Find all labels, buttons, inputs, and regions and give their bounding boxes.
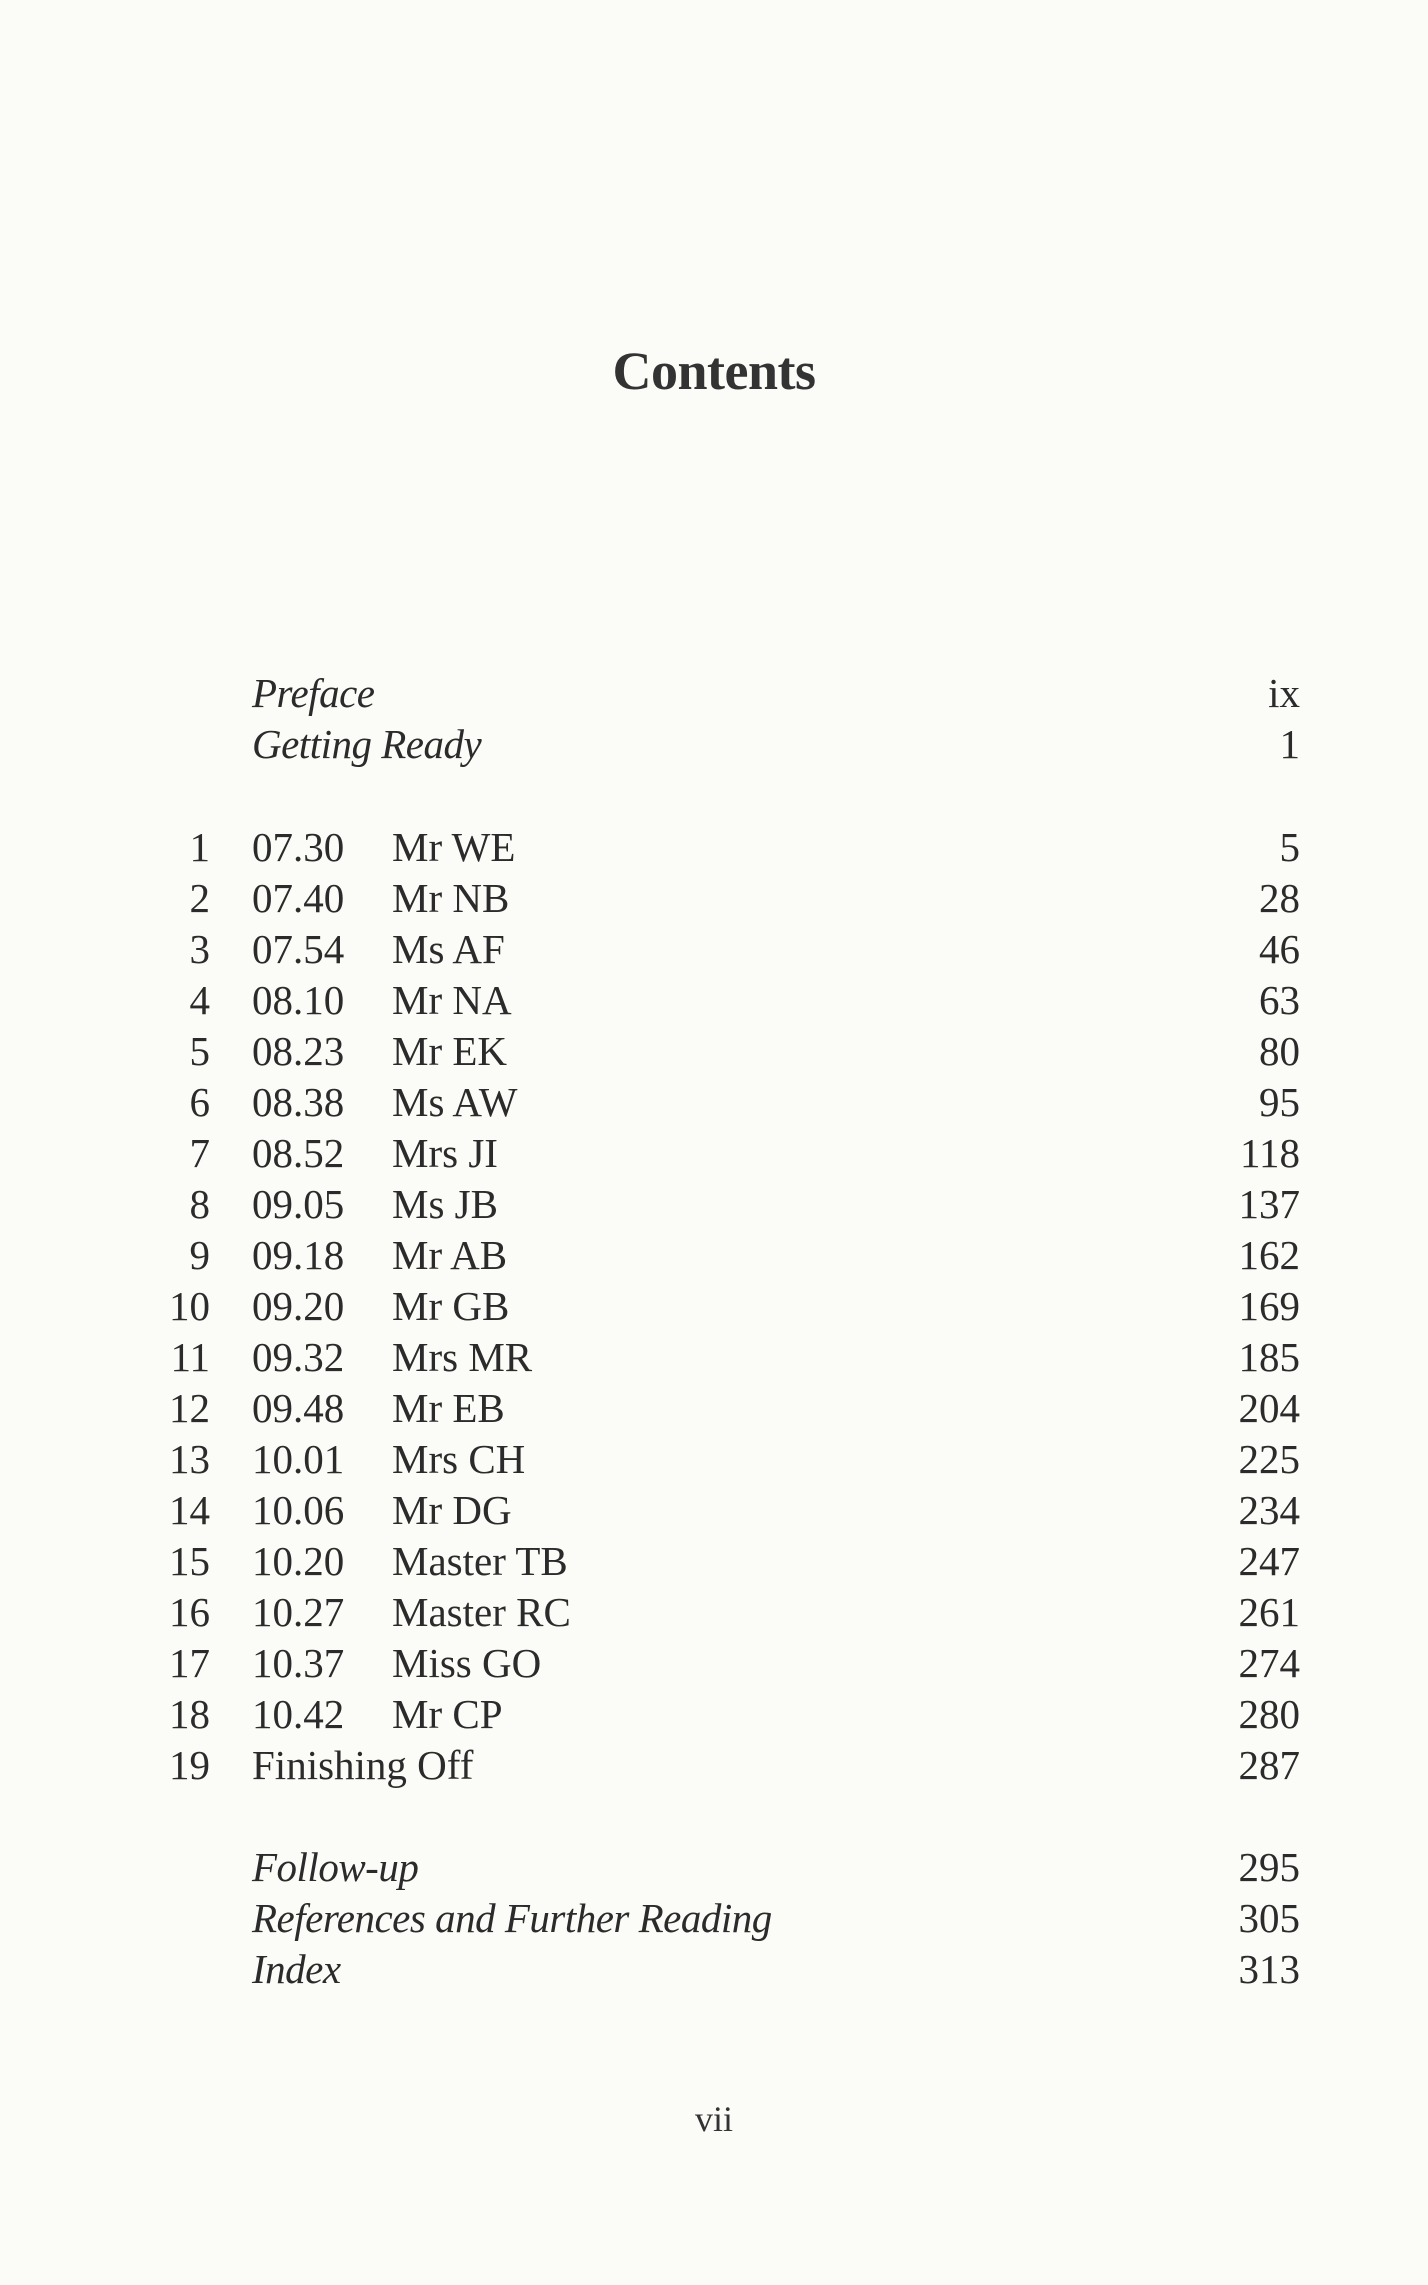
chapter-number: 10 (169, 1283, 210, 1329)
toc-chapter-row (0, 1587, 1428, 1638)
chapter-time: 10.20 (252, 1538, 345, 1584)
toc-chapter-row (0, 924, 1428, 975)
toc-entry-page: 28 (1259, 875, 1300, 921)
chapter-time: 08.52 (252, 1130, 345, 1176)
chapter-name: Mrs JI (392, 1130, 498, 1176)
toc-chapter-row (0, 1077, 1428, 1128)
toc-entry-page: 80 (1259, 1028, 1300, 1074)
chapter-number: 7 (189, 1130, 210, 1176)
toc-entry-title: Follow-up (252, 1844, 419, 1890)
chapter-name: Mrs CH (392, 1436, 526, 1482)
toc-entry-index (0, 1944, 1428, 1995)
toc-entry-page: 5 (1279, 824, 1300, 870)
toc-chapter-row (0, 1179, 1428, 1230)
toc-entry-page: 305 (1238, 1895, 1300, 1941)
chapter-time: 09.05 (252, 1181, 345, 1227)
chapter-name: Miss GO (392, 1640, 542, 1686)
chapter-time: 10.42 (252, 1691, 345, 1737)
chapter-number: 2 (189, 875, 210, 921)
chapter-number: 5 (189, 1028, 210, 1074)
toc-entry-title: Preface (252, 670, 375, 716)
toc-chapter-row (0, 1230, 1428, 1281)
chapter-name: Ms AW (392, 1079, 518, 1125)
toc-entry-page: 162 (1238, 1232, 1300, 1278)
toc-entry-page: 313 (1238, 1946, 1300, 1992)
toc-chapter-row (0, 1434, 1428, 1485)
chapter-time: 09.20 (252, 1283, 345, 1329)
chapter-number: 15 (169, 1538, 210, 1584)
toc-chapter-row (0, 1128, 1428, 1179)
chapter-name: Ms JB (392, 1181, 498, 1227)
toc-entry-preface (0, 668, 1428, 719)
chapter-name: Mrs MR (392, 1334, 533, 1380)
toc-chapter-row (0, 1689, 1428, 1740)
toc-chapter-row (0, 1332, 1428, 1383)
chapter-number: 3 (189, 926, 210, 972)
chapter-time: 07.54 (252, 926, 345, 972)
chapter-time: 07.40 (252, 875, 345, 921)
page-title: Contents (612, 341, 816, 401)
chapter-time: 08.10 (252, 977, 345, 1023)
chapter-number: 17 (169, 1640, 210, 1686)
toc-chapter-row-finishing-off (0, 1740, 1428, 1791)
toc-chapter-row (0, 1485, 1428, 1536)
toc-entry-page: 295 (1238, 1844, 1300, 1890)
chapter-name: Master RC (392, 1589, 571, 1635)
chapter-time: 09.32 (252, 1334, 345, 1380)
toc-chapter-row (0, 1026, 1428, 1077)
toc-entry-page: 225 (1238, 1436, 1300, 1482)
chapter-name: Mr DG (392, 1487, 512, 1533)
chapter-number: 19 (169, 1742, 210, 1788)
toc-chapter-row (0, 1536, 1428, 1587)
toc-entry-page: ix (1268, 670, 1300, 716)
chapter-time: 10.27 (252, 1589, 345, 1635)
chapter-number: 4 (189, 977, 210, 1023)
toc-chapter-row (0, 873, 1428, 924)
chapter-name: Mr CP (392, 1691, 503, 1737)
toc-chapter-row (0, 1281, 1428, 1332)
toc-chapter-row (0, 975, 1428, 1026)
toc-entry-follow-up (0, 1842, 1428, 1893)
toc-chapter-row (0, 1383, 1428, 1434)
chapter-time: 08.23 (252, 1028, 345, 1074)
toc-entry-page: 287 (1238, 1742, 1300, 1788)
chapter-name: Mr EB (392, 1385, 505, 1431)
toc-chapter-row (0, 822, 1428, 873)
chapter-time: 09.18 (252, 1232, 345, 1278)
toc-entry-page: 274 (1238, 1640, 1300, 1686)
page-number: vii (694, 2099, 733, 2139)
chapter-time: 10.01 (252, 1436, 345, 1482)
toc-entry-page: 169 (1238, 1283, 1300, 1329)
toc-entry-page: 204 (1238, 1385, 1300, 1431)
chapter-title: Finishing Off (252, 1742, 474, 1788)
toc-entry-references (0, 1893, 1428, 1944)
toc-entry-page: 46 (1259, 926, 1300, 972)
chapter-number: 1 (189, 824, 210, 870)
toc-chapter-row (0, 1638, 1428, 1689)
chapter-number: 6 (189, 1079, 210, 1125)
toc-entry-page: 95 (1259, 1079, 1300, 1125)
chapter-number: 14 (169, 1487, 210, 1533)
toc-entry-getting-ready (0, 719, 1428, 770)
chapter-name: Mr GB (392, 1283, 510, 1329)
chapter-name: Mr WE (392, 824, 516, 870)
toc-entry-page: 137 (1238, 1181, 1300, 1227)
chapter-name: Ms AF (392, 926, 505, 972)
chapter-number: 18 (169, 1691, 210, 1737)
toc-entry-title: Getting Ready (252, 721, 482, 767)
chapter-name: Mr NB (392, 875, 510, 921)
chapter-time: 07.30 (252, 824, 345, 870)
chapter-number: 9 (189, 1232, 210, 1278)
toc-entry-page: 185 (1238, 1334, 1300, 1380)
toc-entry-page: 1 (1279, 721, 1300, 767)
chapter-name: Mr NA (392, 977, 512, 1023)
toc-entry-page: 234 (1238, 1487, 1300, 1533)
chapter-name: Master TB (392, 1538, 568, 1584)
chapter-time: 10.06 (252, 1487, 345, 1533)
toc-entry-page: 118 (1240, 1130, 1300, 1176)
toc-entry-page: 261 (1238, 1589, 1300, 1635)
chapter-time: 09.48 (252, 1385, 345, 1431)
chapter-number: 11 (170, 1334, 210, 1380)
chapter-name: Mr EK (392, 1028, 508, 1074)
chapter-number: 13 (169, 1436, 210, 1482)
toc-entry-page: 247 (1238, 1538, 1300, 1584)
chapter-time: 08.38 (252, 1079, 345, 1125)
chapter-name: Mr AB (392, 1232, 508, 1278)
chapter-time: 10.37 (252, 1640, 345, 1686)
toc-entry-page: 63 (1259, 977, 1300, 1023)
chapter-number: 16 (169, 1589, 210, 1635)
toc-entry-page: 280 (1238, 1691, 1300, 1737)
chapter-number: 12 (169, 1385, 210, 1431)
toc-entry-title: References and Further Reading (252, 1895, 772, 1941)
chapter-number: 8 (189, 1181, 210, 1227)
toc-entry-title: Index (252, 1946, 341, 1992)
